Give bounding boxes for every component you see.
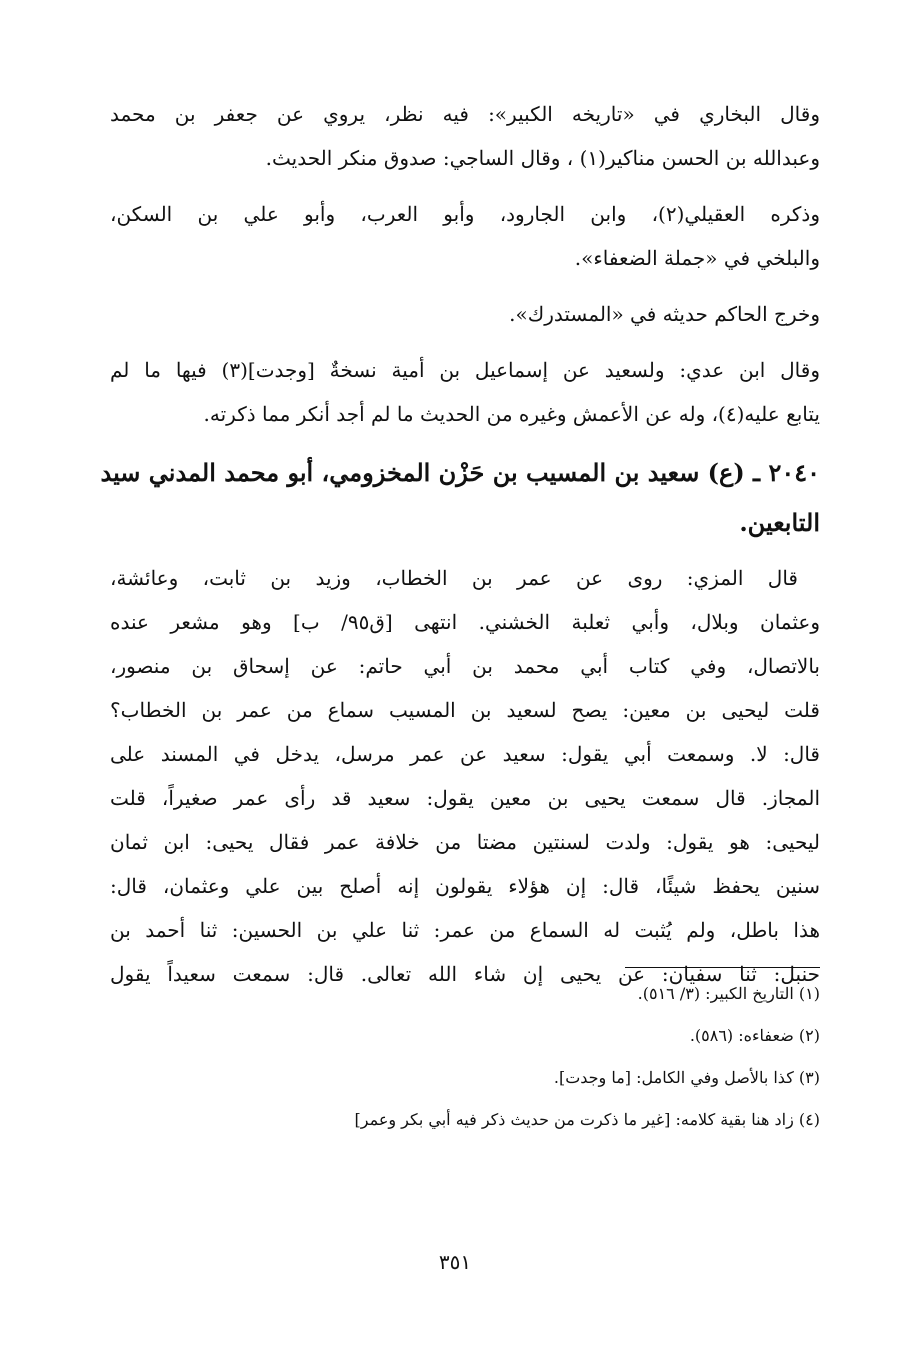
text-line: وقال ابن عدي: ولسعيد عن إسماعيل بن أمية نسخةٌ [وجدت](٣) فيها ما لم xyxy=(110,358,820,382)
text-line: وخرج الحاكم حديثه في «المستدرك». xyxy=(509,302,820,326)
text-line: المجاز. قال سمعت يحيى بن معين يقول: سعيد قد رأى عمر صغيراً، قلت xyxy=(110,786,820,810)
text-line: وقال البخاري في «تاريخه الكبير»: فيه نظر، يروي عن جعفر بن محمد xyxy=(110,102,820,126)
footnote-4: (٤) زاد هنا بقية كلامه: [غير ما ذكرت من حديث ذكر فيه أبي بكر وعمر] xyxy=(354,1110,820,1129)
text-line: وعثمان وبلال، وأبي ثعلبة الخشني. انتهى [ق٩٥/ ب] وهو مشعر عنده xyxy=(110,610,820,634)
footnote-1: (١) التاريخ الكبير: (٣/ ٥١٦). xyxy=(637,984,820,1003)
footnotes xyxy=(200,982,820,1150)
text-line: قال المزي: روى عن عمر بن الخطاب، وزيد بن ثابت، وعائشة، xyxy=(110,566,798,590)
text-line: وعبدالله بن الحسن مناكير(١) ، وقال الساجي: صدوق منكر الحديث. xyxy=(265,146,820,170)
paragraph-hakim xyxy=(110,292,820,336)
footnote-2: (٢) ضعفاءه: (٥٨٦). xyxy=(689,1026,820,1045)
text-line: سنين يحفظ شيئًا، قال: إن هؤلاء يقولون إنه أصلح بين علي وعثمان، قال: xyxy=(110,874,820,898)
text-line: قلت ليحيى بن معين: يصح لسعيد بن المسيب سماع من عمر بن الخطاب؟ xyxy=(110,698,820,722)
entry-body xyxy=(110,556,820,996)
text-line: حنبل: ثنا سفيان: عن يحيى إن شاء الله تعالى. قال: سمعت سعيداً يقول xyxy=(110,962,820,986)
text-line: بالاتصال، وفي كتاب أبي محمد بن أبي حاتم: عن إسحاق بن منصور، xyxy=(110,654,820,678)
text-line: وذكره العقيلي(٢)، وابن الجارود، وأبو العرب، وأبو علي بن السكن، xyxy=(110,202,820,226)
paragraph-bukhari xyxy=(110,92,820,180)
text-line: هذا باطل، ولم يُثبت له السماع من عمر: ثنا علي بن الحسين: ثنا أحمد بن xyxy=(110,918,820,942)
text-line: والبلخي في «جملة الضعفاء». xyxy=(574,246,820,270)
footnote-3: (٣) كذا بالأصل وفي الكامل: [ما وجدت]. xyxy=(553,1068,820,1087)
heading-line: التابعين. xyxy=(739,508,820,537)
text-line: يتابع عليه(٤)، وله عن الأعمش وغيره من الحديث ما لم أجد أنكر مما ذكرته. xyxy=(203,402,820,426)
footnote-separator xyxy=(625,967,820,968)
heading-line: ٢٠٤٠ ـ (ع) سعيد بن المسيب بن حَزْن المخزومي، أبو محمد المدني سيد xyxy=(100,458,820,487)
paragraph-ibn-adi xyxy=(110,348,820,436)
main-text xyxy=(100,92,820,996)
entry-heading xyxy=(100,448,820,548)
text-line: ليحيى: هو يقول: ولدت لسنتين مضتا من خلافة عمر فقال يحيى: ابن ثمان xyxy=(110,830,820,854)
paragraph-uqayli xyxy=(110,192,820,280)
text-line: قال: لا. وسمعت أبي يقول: سعيد عن عمر مرسل، يدخل في المسند على xyxy=(110,742,820,766)
page-number: ٣٥١ xyxy=(438,1250,472,1274)
